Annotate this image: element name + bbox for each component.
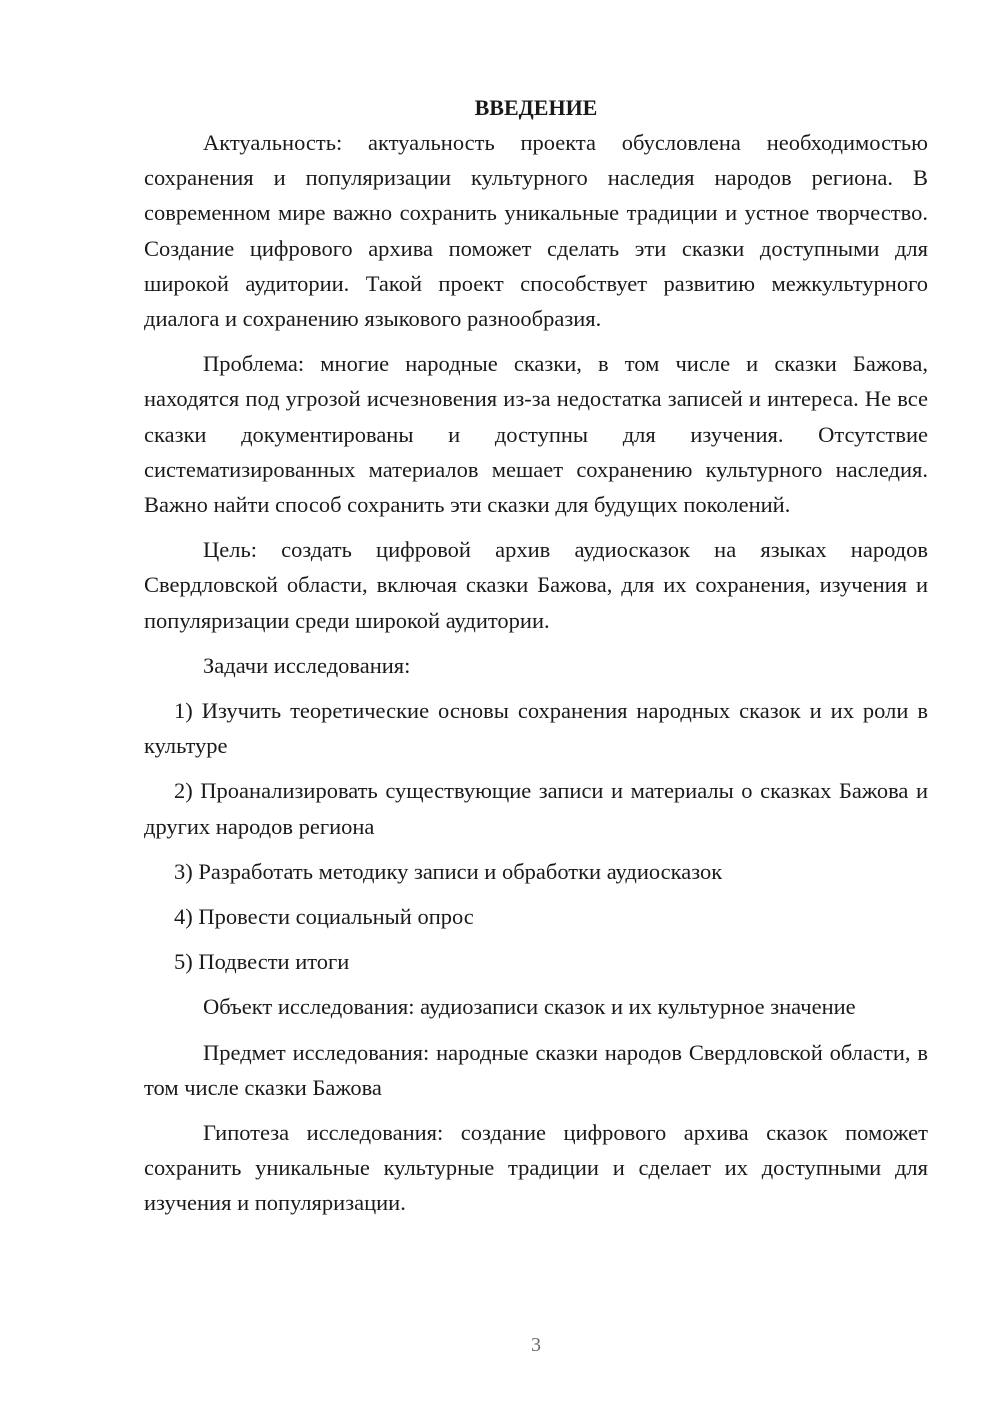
document-page <box>144 90 928 1231</box>
page-title: ВВЕДЕНИЕ <box>474 95 598 120</box>
task-item-2: 2) Проанализировать существующие записи и материалы о сказках Бажова и других народов региона <box>144 778 928 839</box>
paragraph-object: Объект исследования: аудиозаписи сказок и их культурное значение <box>203 994 856 1020</box>
paragraph-subject: Предмет исследования: народные сказки народов Свердловской области, в том числе сказки Бажова <box>144 1039 928 1100</box>
task-item-4: 4) Провести социальный опрос <box>174 904 474 930</box>
tasks-heading: Задачи исследования: <box>203 652 411 678</box>
paragraph-hypothesis: Гипотеза исследования: создание цифрового архива сказок поможет сохранить уникальные культурные традиции и сделает их доступными для изучения и популяризации. <box>144 1120 928 1216</box>
paragraph-problem: Проблема: многие народные сказки, в том числе и сказки Бажова, находятся под угрозой исчезновения из-за недостатка записей и интереса. Не все сказки документированы и доступны для изучения. Отсутствие систематизированных материалов мешает сохранению культурного наследия. Важно найти способ сохранить эти сказки для будущих поколений. <box>144 351 928 518</box>
page-number: 3 <box>531 1334 541 1356</box>
paragraph-goal: Цель: создать цифровой архив аудиосказок на языках народов Свердловской области, включая сказки Бажова, для их сохранения, изучения и популяризации среди широкой аудитории. <box>144 537 928 633</box>
task-item-5: 5) Подвести итоги <box>174 949 350 975</box>
task-item-1: 1) Изучить теоретические основы сохранения народных сказок и их роли в культуре <box>144 698 928 759</box>
paragraph-relevance: Актуальность: актуальность проекта обусловлена необходимостью сохранения и популяризации культурного наследия народов региона. В современном мире важно сохранить уникальные традиции и устное творчество. Создание цифрового архива поможет сделать эти сказки доступными для широкой аудитории. Такой проект способствует развитию межкультурного диалога и сохранению языкового разнообразия. <box>144 130 928 332</box>
task-item-3: 3) Разработать методику записи и обработки аудиосказок <box>174 858 723 884</box>
